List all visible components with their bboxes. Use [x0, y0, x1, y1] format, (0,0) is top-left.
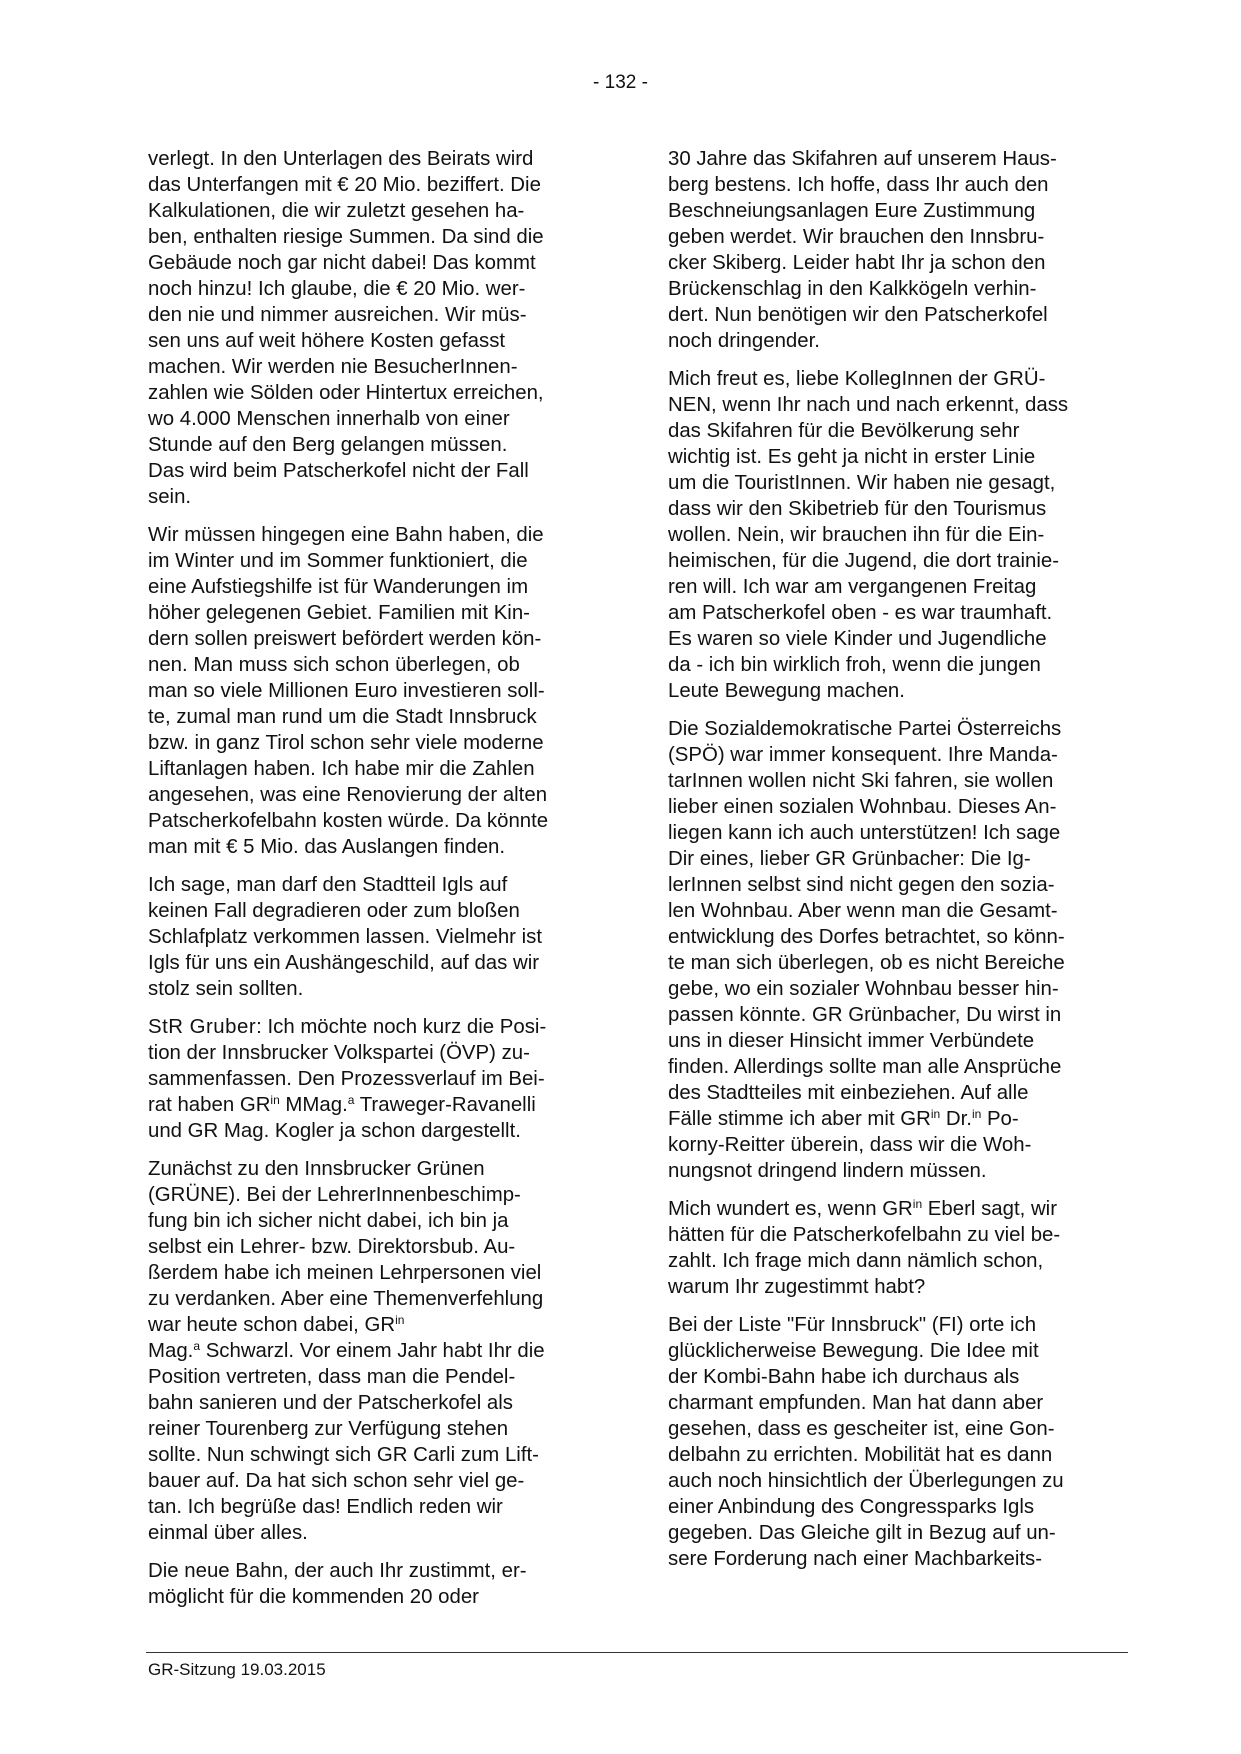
text-line: einer Anbindung des Congressparks Igls — [668, 1496, 1035, 1518]
text-line: tion der Innsbrucker Volkspartei (ÖVP) zu- — [148, 1042, 530, 1064]
superscript: in — [971, 1107, 982, 1121]
text-line: bauer auf. Da hat sich schon sehr viel ge- — [148, 1470, 525, 1492]
paragraph — [668, 1312, 1128, 1572]
text-line: NEN, wenn Ihr nach und nach erkennt, dass — [668, 394, 1069, 416]
superscript: in — [930, 1107, 941, 1121]
text-line: tan. Ich begrüße das! Endlich reden wir — [148, 1496, 503, 1518]
text-line: Kalkulationen, die wir zuletzt gesehen ha- — [148, 200, 525, 222]
text-fragment: Mich wundert es, wenn GR — [668, 1198, 913, 1220]
text-line: einmal über alles. — [148, 1522, 308, 1544]
text-line: wichtig ist. Es geht ja nicht in erster Linie — [668, 446, 1036, 468]
paragraph — [148, 872, 602, 1002]
text-line: sere Forderung nach einer Machbarkeits- — [668, 1548, 1043, 1570]
text-line — [148, 1338, 602, 1364]
text-line: keinen Fall degradieren oder zum bloßen — [148, 900, 520, 922]
text-line: heimischen, für die Jugend, die dort trainie- — [668, 550, 1060, 572]
superscript: a — [193, 1339, 201, 1353]
paragraph — [148, 522, 602, 860]
text-line: Zunächst zu den Innsbrucker Grünen — [148, 1158, 485, 1180]
text-line: am Patscherkofel oben - es war traumhaft. — [668, 602, 1053, 624]
text-line: der Kombi-Bahn habe ich durchaus als — [668, 1366, 1020, 1388]
text-line: lieber einen sozialen Wohnbau. Dieses An- — [668, 796, 1057, 818]
text-fragment: Mag. — [148, 1340, 194, 1362]
text-line — [668, 1106, 1128, 1132]
text-line: man mit € 5 Mio. das Auslangen finden. — [148, 836, 506, 858]
text-line: dert. Nun benötigen wir den Patscherkofel — [668, 304, 1048, 326]
paragraph — [668, 716, 1128, 1184]
text-line: wollen. Nein, wir brauchen ihn für die Ein- — [668, 524, 1045, 546]
text-fragment: rat haben GR — [148, 1094, 271, 1116]
text-line: te, zumal man rund um die Stadt Innsbruck — [148, 706, 537, 728]
text-fragment: Eberl sagt, wir — [922, 1198, 1057, 1220]
text-line: dern sollen preiswert befördert werden kön- — [148, 628, 542, 650]
text-line: höher gelegenen Gebiet. Familien mit Kin- — [148, 602, 530, 624]
text-fragment: Po- — [981, 1108, 1019, 1130]
text-line: bahn sanieren und der Patscherkofel als — [148, 1392, 514, 1414]
text-line: sen uns auf weit höhere Kosten gefasst — [148, 330, 506, 352]
text-fragment: Traweger-Ravanelli — [354, 1094, 536, 1116]
text-line — [148, 1312, 602, 1338]
right-column — [668, 146, 1128, 1584]
text-line: da - ich bin wirklich froh, wenn die jungen — [668, 654, 1041, 676]
text-line: angesehen, was eine Renovierung der alten — [148, 784, 548, 806]
text-line: Dir eines, lieber GR Grünbacher: Die Ig- — [668, 848, 1031, 870]
text-line: delbahn zu errichten. Mobilität hat es dann — [668, 1444, 1053, 1466]
text-line: gebe, wo ein sozialer Wohnbau besser hin- — [668, 978, 1059, 1000]
text-line: sollte. Nun schwingt sich GR Carli zum Lift- — [148, 1444, 539, 1466]
text-line — [148, 1092, 602, 1118]
text-line: Wir müssen hingegen eine Bahn haben, die — [148, 524, 544, 546]
text-line: korny-Reitter überein, dass wir die Woh- — [668, 1134, 1032, 1156]
text-line: Stunde auf den Berg gelangen müssen. — [148, 434, 508, 456]
text-line: nungsnot dringend lindern müssen. — [668, 1160, 987, 1182]
paragraph — [668, 366, 1128, 704]
text-line: ren will. Ich war am vergangenen Freitag — [668, 576, 1037, 598]
text-line: nen. Man muss sich schon überlegen, ob — [148, 654, 520, 676]
text-line: Brückenschlag in den Kalkkögeln verhin- — [668, 278, 1037, 300]
text-fragment: MMag. — [279, 1094, 348, 1116]
paragraph — [148, 146, 602, 510]
text-line: passen könnte. GR Grünbacher, Du wirst in — [668, 1004, 1062, 1026]
footer-divider — [146, 1652, 1128, 1653]
text-line: Igls für uns ein Aushängeschild, auf das wir — [148, 952, 540, 974]
text-line: entwicklung des Dorfes betrachtet, so könn- — [668, 926, 1065, 948]
superscript: in — [270, 1093, 280, 1107]
text-line: (SPÖ) war immer konsequent. Ihre Manda- — [668, 744, 1058, 766]
text-line: im Winter und im Sommer funktioniert, die — [148, 550, 528, 572]
text-line: Ich sage, man darf den Stadtteil Igls auf — [148, 874, 508, 896]
speaker-name: StR Gruber — [148, 1016, 257, 1038]
text-line: bzw. in ganz Tirol schon sehr viele moderne — [148, 732, 544, 754]
text-line: Die neue Bahn, der auch Ihr zustimmt, er- — [148, 1560, 527, 1582]
text-fragment: Fälle stimme ich aber mit GR — [668, 1108, 931, 1130]
text-line: 30 Jahre das Skifahren auf unserem Haus- — [668, 148, 1057, 170]
paragraph — [148, 1156, 602, 1546]
text-line: tarInnen wollen nicht Ski fahren, sie wollen — [668, 770, 1054, 792]
text-line: stolz sein sollten. — [148, 978, 304, 1000]
paragraph — [668, 1196, 1128, 1300]
text-line: liegen kann ich auch unterstützen! Ich sage — [668, 822, 1061, 844]
text-line: sein. — [148, 486, 192, 508]
text-line: das Unterfangen mit € 20 Mio. beziffert. Die — [148, 174, 541, 196]
text-line: Gebäude noch gar nicht dabei! Das kommt — [148, 252, 536, 274]
text-line: Beschneiungsanlagen Eure Zustimmung — [668, 200, 1036, 222]
text-fragment: Dr. — [940, 1108, 972, 1130]
superscript: in — [912, 1197, 923, 1211]
text-line: dass wir den Skibetrieb für den Tourismus — [668, 498, 1047, 520]
left-column — [148, 146, 602, 1622]
text-fragment: war heute schon dabei, GR — [148, 1314, 396, 1336]
footer-session-date: GR-Sitzung 19.03.2015 — [148, 1660, 326, 1679]
text-line: cker Skiberg. Leider habt Ihr ja schon den — [668, 252, 1046, 274]
text-line: Patscherkofelbahn kosten würde. Da könnte — [148, 810, 549, 832]
text-line — [148, 1014, 602, 1040]
speaker-paragraph — [148, 1014, 602, 1144]
text-line: Das wird beim Patscherkofel nicht der Fall — [148, 460, 529, 482]
text-line — [668, 1196, 1128, 1222]
text-line: Mich freut es, liebe KollegInnen der GRÜ- — [668, 368, 1046, 390]
superscript: in — [395, 1313, 405, 1327]
text-line: und GR Mag. Kogler ja schon dargestellt. — [148, 1120, 521, 1142]
text-line: Leute Bewegung machen. — [668, 680, 905, 702]
paragraph — [148, 1558, 602, 1610]
text-line: man so viele Millionen Euro investieren soll- — [148, 680, 545, 702]
page-number: - 132 - — [593, 72, 648, 93]
text-line: fung bin ich sicher nicht dabei, ich bin ja — [148, 1210, 509, 1232]
text-line: ßerdem habe ich meinen Lehrpersonen viel — [148, 1262, 542, 1284]
text-line: noch dringender. — [668, 330, 820, 352]
text-line: gegeben. Das Gleiche gilt in Bezug auf un- — [668, 1522, 1056, 1544]
text-line: auch noch hinsichtlich der Überlegungen zu — [668, 1470, 1064, 1492]
text-line: des Stadtteiles mit einbeziehen. Auf alle — [668, 1082, 1029, 1104]
text-line: das Skifahren für die Bevölkerung sehr — [668, 420, 1020, 442]
text-line: sammenfassen. Den Prozessverlauf im Bei- — [148, 1068, 545, 1090]
text-line: den nie und nimmer ausreichen. Wir müs- — [148, 304, 527, 326]
text-line: reiner Tourenberg zur Verfügung stehen — [148, 1418, 509, 1440]
text-line: warum Ihr zugestimmt habt? — [668, 1276, 926, 1298]
text-line: finden. Allerdings sollte man alle Ansprüche — [668, 1056, 1062, 1078]
text-line: Liftanlagen haben. Ich habe mir die Zahlen — [148, 758, 535, 780]
text-line: berg bestens. Ich hoffe, dass Ihr auch den — [668, 174, 1049, 196]
text-line: zu verdanken. Aber eine Themenverfehlung — [148, 1288, 544, 1310]
text-line: noch hinzu! Ich glaube, die € 20 Mio. wer- — [148, 278, 526, 300]
text-line: lerInnen selbst sind nicht gegen den sozia- — [668, 874, 1055, 896]
text-line: (GRÜNE). Bei der LehrerInnenbeschimp- — [148, 1184, 521, 1206]
text-line: gesehen, dass es gescheiter ist, eine Gon- — [668, 1418, 1055, 1440]
text-line: geben werdet. Wir brauchen den Innsbru- — [668, 226, 1045, 248]
text-line: um die TouristInnen. Wir haben nie gesagt, — [668, 472, 1056, 494]
text-line: len Wohnbau. Aber wenn man die Gesamt- — [668, 900, 1058, 922]
text-line: glücklicherweise Bewegung. Die Idee mit — [668, 1340, 1039, 1362]
paragraph — [668, 146, 1128, 354]
text-line: möglicht für die kommenden 20 oder — [148, 1586, 479, 1608]
text-line: charmant empfunden. Man hat dann aber — [668, 1392, 1044, 1414]
text-line: Bei der Liste "Für Innsbruck" (FI) orte ich — [668, 1314, 1037, 1336]
text-line: eine Aufstiegshilfe ist für Wanderungen im — [148, 576, 529, 598]
text-line: verlegt. In den Unterlagen des Beirats wird — [148, 148, 534, 170]
text-line: Schlafplatz verkommen lassen. Vielmehr ist — [148, 926, 543, 948]
text-line: uns in dieser Hinsicht immer Verbündete — [668, 1030, 1035, 1052]
text-line: machen. Wir werden nie BesucherInnen- — [148, 356, 518, 378]
text-line: wo 4.000 Menschen innerhalb von einer — [148, 408, 510, 430]
text-line: zahlen wie Sölden oder Hintertux erreichen, — [148, 382, 544, 404]
text-fragment: : Ich möchte noch kurz die Posi- — [256, 1016, 547, 1038]
superscript: a — [347, 1093, 355, 1107]
text-line: Es waren so viele Kinder und Jugendliche — [668, 628, 1047, 650]
text-line: zahlt. Ich frage mich dann nämlich schon, — [668, 1250, 1044, 1272]
text-line: Position vertreten, dass man die Pendel- — [148, 1366, 516, 1388]
text-line: Die Sozialdemokratische Partei Österreichs — [668, 718, 1062, 740]
text-line: selbst ein Lehrer- bzw. Direktorsbub. Au- — [148, 1236, 516, 1258]
text-line: te man sich überlegen, ob es nicht Bereiche — [668, 952, 1065, 974]
text-fragment: Schwarzl. Vor einem Jahr habt Ihr die — [200, 1340, 545, 1362]
text-line: ben, enthalten riesige Summen. Da sind die — [148, 226, 544, 248]
text-line: hätten für die Patscherkofelbahn zu viel be- — [668, 1224, 1061, 1246]
